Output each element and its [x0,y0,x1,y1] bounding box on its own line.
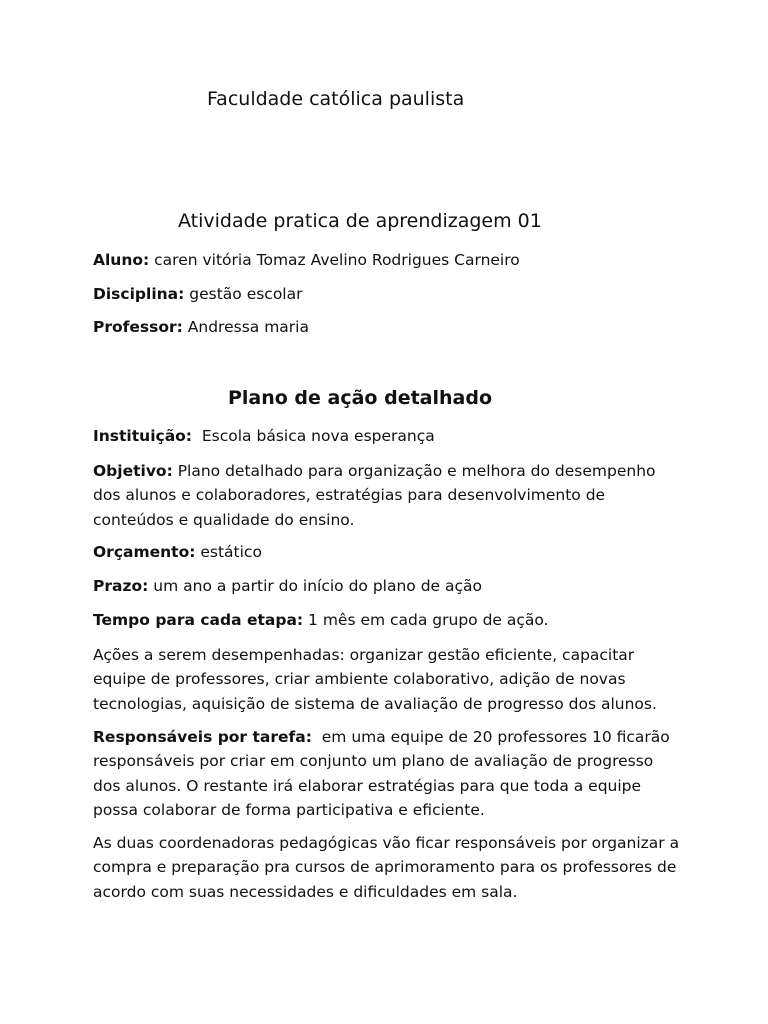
deadline-value: um ano a partir do início do plano de ação [148,577,483,595]
objective-paragraph [93,459,683,532]
professor-value: Andressa maria [182,318,309,336]
coordinators-paragraph: As duas coordenadoras pedagógicas vão ficar responsáveis por organizar a compra e preparação pra cursos de aprimoramento para os professores de acordo com suas necessidades e dificuldades em sala. [93,834,680,901]
stage-time-field [93,611,549,629]
professor-label: Professor: [93,318,183,336]
objective-value: Plano detalhado para organização e melhora do desempenho dos alunos e colaboradores, estratégias para desenvolvimento de conteúdos e qualidade do ensino. [93,462,656,529]
budget-field [93,543,262,561]
discipline-value: gestão escolar [184,285,303,303]
student-label: Aluno: [93,251,150,269]
deadline-label: Prazo: [93,577,149,595]
activity-title: Atividade pratica de aprendizagem 01 [178,210,542,232]
institution-field [93,427,435,445]
stage-time-value: 1 mês em cada grupo de ação. [303,611,549,629]
responsibles-value: em uma equipe de 20 professores 10 ficarão responsáveis por criar em conjunto um plano de avaliação de progresso dos alunos. O restante irá elaborar estratégias para que toda a equipe possa colaborar de forma participativa e eficiente. [93,728,675,819]
institution-label: Instituição: [93,427,193,445]
professor-field [93,318,309,336]
institution-value: Escola básica nova esperança [192,427,435,445]
discipline-field [93,285,303,303]
discipline-label: Disciplina: [93,285,185,303]
deadline-field [93,577,482,595]
student-value: caren vitória Tomaz Avelino Rodrigues Carneiro [149,251,520,269]
budget-value: estático [195,543,262,561]
student-field [93,251,520,269]
institution-name: Faculdade católica paulista [207,88,465,110]
actions-paragraph: Ações a serem desempenhadas: organizar gestão eficiente, capacitar equipe de professores, criar ambiente colaborativo, adição de novas tecnologias, aquisição de sistema de avaliação de progresso dos alunos. [93,646,657,713]
responsibles-paragraph [93,725,683,822]
stage-time-label: Tempo para cada etapa: [93,611,304,629]
plan-title: Plano de ação detalhado [227,387,493,409]
objective-label: Objetivo: [93,462,173,480]
budget-label: Orçamento: [93,543,196,561]
responsibles-label: Responsáveis por tarefa: [93,728,312,746]
